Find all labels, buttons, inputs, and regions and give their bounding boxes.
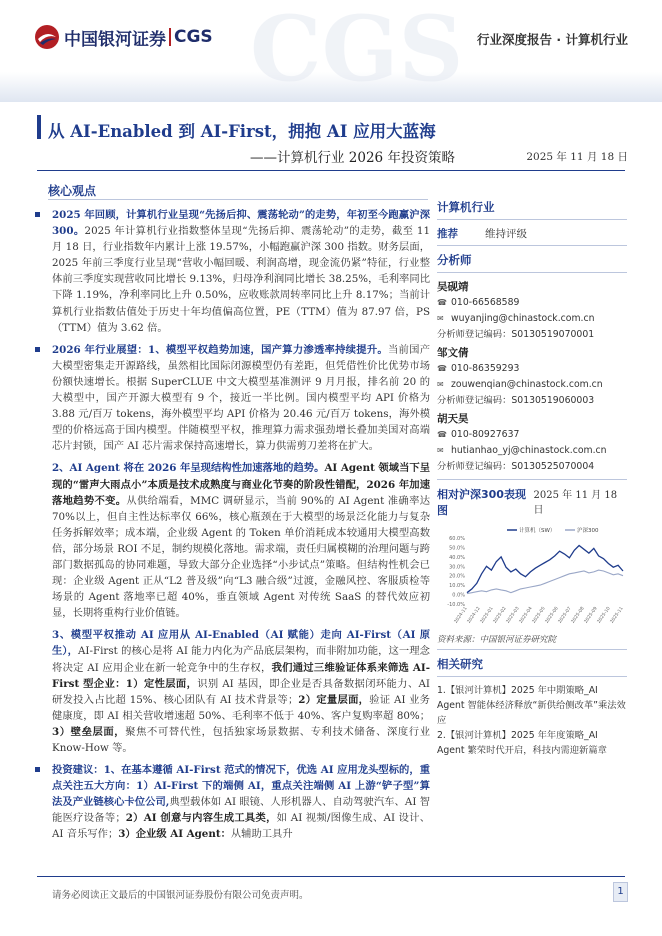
- analyst-phone-row: [437, 361, 627, 377]
- bullet-marker: [35, 212, 40, 217]
- logo-separator: [169, 28, 171, 46]
- analyst-email-row: [437, 377, 627, 393]
- rating-label: 推荐: [437, 228, 458, 240]
- x-tick-label: 2025-06: [544, 606, 560, 625]
- core-heading: 核心观点: [48, 184, 97, 198]
- report-subtitle: ——计算机行业 2026 年投资策略: [250, 150, 455, 166]
- chart-date: 2025 年 11 月 18 日: [533, 490, 618, 516]
- logo-en-text: CGS: [174, 27, 213, 47]
- email-icon: ✉: [437, 314, 444, 323]
- core-divider: [48, 199, 428, 200]
- x-tick-label: 2024-12: [466, 606, 482, 625]
- rating-value: 维持评级: [485, 228, 527, 240]
- rating-row: [437, 226, 627, 241]
- core-paragraph: [52, 342, 430, 455]
- bullet-marker: [35, 767, 40, 772]
- analyst-name: 胡天昊: [437, 413, 469, 425]
- report-title: 从 AI-Enabled 到 AI-First，拥抱 AI 应用大蓝海: [48, 122, 436, 141]
- page-number: 1: [613, 882, 628, 902]
- industry-heading: 计算机行业: [437, 200, 495, 214]
- para-text: 聚焦不可替代性，包括独家场景数据、专利技术储备、深度行业 Know-How 等。: [52, 725, 430, 754]
- sidebar-divider: [437, 676, 627, 677]
- sidebar: [437, 199, 627, 758]
- sidebar-divider: [437, 479, 627, 480]
- title-divider: [37, 170, 625, 171]
- core-paragraph: [52, 627, 430, 756]
- phone-icon: ☎: [437, 430, 447, 439]
- analyst-phone: 010-86359293: [451, 363, 520, 374]
- email-icon: ✉: [437, 380, 444, 389]
- phone-icon: ☎: [437, 298, 447, 307]
- analyst-reg: 分析师登记编码：S0130525070004: [437, 461, 595, 472]
- y-tick-label: 30.0%: [449, 564, 465, 571]
- report-date: 2025 年 11 月 18 日: [526, 151, 628, 163]
- phone-icon: ☎: [437, 364, 447, 373]
- para-text: 2025 年计算机行业指数整体呈现“先扬后抑、震荡轮动”的走势，截至 11 月 18 日，行业指数年内累计上涨 19.57%，小幅跑赢沪深 300 指数。财务层面，2025 年前三季度行业呈现“营收小幅回暖、利润高增，现金流仍紧”特征，行业整体前三季度实现营收同比增长 9.13%，归母净利润同比增长 38.25%，毛利率同比下降 1.19%，净利率同比上升 0.50%，应收账款周转率同比上升 8.17%；当前计算机行业指数估值处于历史十年均值偏高位置，PE（TTM）值为 87.97 倍，PS（TTM）值为 3.62 倍。: [52, 225, 430, 334]
- related-item[interactable]: 1.【银河计算机】2025 年中期策略_AI Agent 智能体经济释放“新供给侧改革”乘法效应: [437, 685, 626, 726]
- analyst-reg: 分析师登记编码：S0130519060003: [437, 395, 595, 406]
- x-tick-label: 2025-01: [479, 606, 495, 625]
- para-text: 当前国产大模型密集走开源路线，虽然相比国际闭源模型仍有差距，但凭借性价比优势市场份额快速增长。根据 SuperCLUE 中文大模型基准测评 9 月月报，排名前 20 的大模型中，国产开源大模型有 9 个，接近一半比例。国内模型平均 API 价格为 3.88 元/百万 tokens，海外模型平均 API 价格为 20.46 元/百万 tokens，海外模型的价格远高于国内模型。伴随模型平权，推理算力需求强劲增长叠加美国对高端芯片封锁，国产 AI 芯片需求保持高速增长，算力供需剪刀差将在扩大。: [52, 343, 430, 453]
- para-emphasis: 3）壁垒层面，: [52, 725, 126, 738]
- analyst-email-row: [437, 311, 627, 327]
- core-paragraph: [52, 207, 430, 336]
- para-highlight: 2025 年回顾，计算机行业呈现“先扬后抑、震荡轮动”的走势，年初至今跑赢沪深 300。: [52, 209, 430, 238]
- logo-cn-text: 中国银河证券: [64, 29, 166, 50]
- x-tick-label: 2025-08: [570, 606, 586, 625]
- footer-divider: [37, 876, 625, 877]
- para-emphasis: 2）定量层面，: [298, 693, 370, 706]
- para-text: 典型载体如 AI 眼镜、人形机器人、自动驾驶汽车、AI 智能医疗设备等；: [52, 796, 430, 825]
- x-tick-label: 2025-05: [531, 606, 547, 625]
- para-highlight: 2、AI Agent 将在 2026 年呈现结构性加速落地的趋势。: [52, 462, 325, 475]
- y-tick-label: 60.0%: [449, 536, 465, 542]
- para-highlight: 2026 年行业展望：1、模型平权趋势加速，国产算力渗透率持续提升。: [52, 343, 388, 356]
- para-highlight: 投资建议：1、在基本遵循 AI-First 范式的情况下，优选 AI 应用龙头型标的，重点关注五大方向：1）AI-First 下的端侧 AI，重点关注端侧 AI 上游“铲子型”算法及产业链核心卡位公司,: [52, 764, 430, 809]
- para-emphasis: AI Agent 领域当下呈现的“雷声大雨点小”本质是技术成熟度与商业化节奏的阶段性错配，2026 年加速落地趋势不变。: [52, 462, 430, 507]
- y-tick-label: -10.0%: [447, 602, 465, 608]
- report-category: 行业深度报告 · 计算机行业: [477, 32, 628, 47]
- core-content: [52, 207, 430, 849]
- sidebar-divider: [437, 272, 627, 273]
- para-text: 识别 AI 基因，即企业是否具备数据闭环能力、AI 研发投入占比超 15%、核心团队有 AI 技术背景等；: [52, 677, 430, 706]
- logo-emblem-icon: [34, 24, 60, 50]
- analyst-block: [437, 279, 627, 343]
- sidebar-divider: [437, 219, 627, 220]
- x-tick-label: 2025-09: [583, 606, 599, 625]
- analyst-email[interactable]: hutianhao_yj@chinastock.com.cn: [451, 445, 607, 456]
- para-text: 从供给端看，MMC 调研显示，当前 90%的 AI Agent 准确率达 70%以上，但自主性达标率仅 66%，核心瓶颈在于大模型的场景泛化能力与复杂任务拆解效率；成本端，企业级 Agent 的 Token 单价消耗成本较通用大模型高数倍，部分场景 ROI 不足，制约规模化落地。需求端，责任归属模糊的治理问题与跨部门数据孤岛的协同难题，导致大部分企业选择“小步试点”策略。但结构性机会已现：企业级 Agent 正从“L2 普及级”向“L3 融合级”过渡，金融风控、客服质检等场景的 Agent 落地率已超 40%，垂直领域 Agent 对传统 SaaS 的替代效应初显，长期将重构行业价值链。: [52, 494, 430, 620]
- core-paragraph: [52, 460, 430, 621]
- series-line: [467, 570, 623, 594]
- related-heading: 相关研究: [437, 657, 483, 671]
- y-tick-label: 50.0%: [449, 545, 465, 552]
- title-accent-bar: [37, 115, 41, 139]
- legend-label: 沪深300: [577, 528, 599, 534]
- para-emphasis: 我们通过三维验证体系来筛选 AI-First 型企业：1）定性层面，: [52, 661, 430, 690]
- analyst-block: [437, 345, 627, 409]
- bullet-marker: [35, 347, 40, 352]
- chart-header: [437, 486, 627, 518]
- core-paragraph: [52, 762, 430, 842]
- chart-source: 资料来源：中国银河证券研究院: [437, 635, 557, 645]
- para-text: 如 AI 视频/图像生成、AI 设计、AI 音乐写作；: [52, 812, 431, 841]
- para-highlight: 3、模型平权推动 AI 应用从 AI-Enabled（AI 赋能）走向 AI-First（AI 原生），: [52, 629, 430, 658]
- para-text: 从辅助工具升: [230, 828, 293, 841]
- y-tick-label: 10.0%: [449, 583, 465, 590]
- y-tick-label: 40.0%: [449, 554, 465, 561]
- x-tick-label: 2024-11: [453, 606, 469, 625]
- email-icon: ✉: [437, 446, 444, 455]
- para-text: 验证 AI 业务健康度，即 AI 相关营收增速超 50%、毛利率不低于 40%、客户复购率超 80%；: [52, 693, 430, 722]
- performance-chart: [437, 522, 627, 630]
- y-tick-label: 20.0%: [449, 573, 465, 580]
- analyst-name: 吴砚靖: [437, 281, 469, 293]
- footer-disclaimer: 请务必阅读正文最后的中国银河证券股份有限公司免责声明。: [52, 890, 309, 901]
- para-emphasis: 2）AI 创意与内容生成工具类，: [125, 812, 277, 825]
- x-tick-label: 2025-10: [596, 606, 612, 625]
- performance-chart-svg: [437, 522, 627, 630]
- company-logo: [34, 22, 213, 52]
- cgs-watermark: [230, 0, 464, 102]
- chart-title: 相对沪深300表现图: [437, 488, 526, 517]
- para-text: AI-First 的核心是将 AI 能力内化为产品底层架构，而非附加功能，这一理念将决定 AI 应用企业在新一轮竞争中的生存权，: [52, 645, 430, 674]
- sidebar-divider: [437, 649, 627, 650]
- analyst-email-row: [437, 443, 627, 459]
- sidebar-divider: [437, 245, 627, 246]
- x-tick-label: 2025-02: [492, 606, 508, 625]
- x-tick-label: 2025-03: [505, 606, 521, 625]
- legend-label: 计算机（SW）: [519, 528, 556, 534]
- analyst-reg: 分析师登记编码：S0130519070001: [437, 329, 595, 340]
- related-item[interactable]: 2.【银河计算机】2025 年年度策略_AI Agent 繁荣时代开启，科技内需迎新篇章: [437, 730, 607, 756]
- x-tick-label: 2025-07: [557, 606, 573, 625]
- series-line: [467, 546, 623, 593]
- analyst-phone: 010-80927637: [451, 429, 520, 440]
- x-tick-label: 2025-11: [609, 606, 625, 625]
- analyst-email[interactable]: zouwenqian@chinastock.com.cn: [451, 379, 603, 390]
- para-emphasis: 3）企业级 AI Agent：: [118, 828, 231, 841]
- analyst-phone: 010-66568589: [451, 297, 520, 308]
- analyst-block: [437, 411, 627, 475]
- analyst-phone-row: [437, 295, 627, 311]
- analyst-name: 邹文倩: [437, 347, 469, 359]
- svg-text:CGS: CGS: [250, 0, 464, 102]
- analyst-phone-row: [437, 427, 627, 443]
- analyst-email[interactable]: wuyanjing@chinastock.com.cn: [451, 313, 595, 324]
- x-tick-label: 2025-04: [518, 606, 534, 625]
- y-tick-label: 0.0%: [452, 592, 465, 599]
- analyst-heading: 分析师: [437, 253, 472, 267]
